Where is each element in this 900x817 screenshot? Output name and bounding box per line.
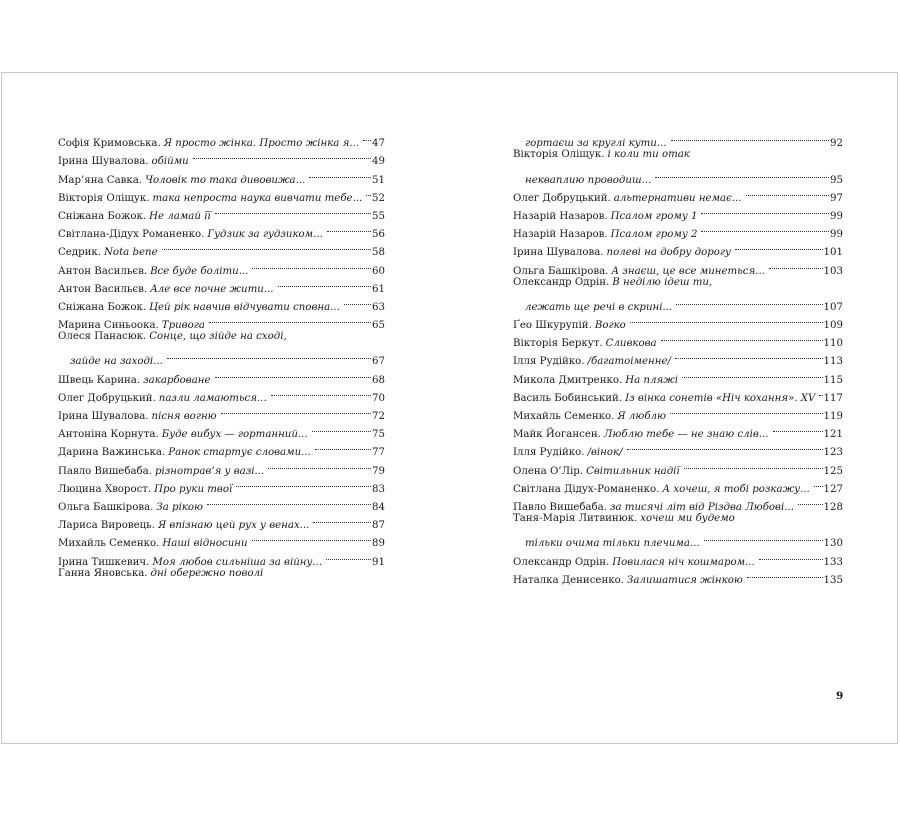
- toc-page: 101: [823, 247, 843, 259]
- toc-page: 65: [372, 320, 385, 332]
- toc-author: Олег Добруцький.: [513, 192, 611, 204]
- toc-title: А хочеш, я тобі розкажу...: [662, 483, 810, 495]
- toc-page: 130: [823, 538, 843, 550]
- toc-entry: [513, 292, 843, 313]
- toc-author: Ілля Рудійко.: [513, 447, 585, 459]
- toc-page: 70: [372, 392, 385, 404]
- toc-author: Люцина Хворост.: [58, 483, 152, 495]
- toc-title: Моя любов сильніша за війну...: [152, 556, 323, 568]
- toc-leader-dots: [236, 474, 371, 492]
- toc-author: Седрик.: [58, 247, 102, 259]
- toc-author: Мар’яна Савка.: [58, 174, 143, 186]
- toc-page: 58: [372, 247, 385, 259]
- toc-author: Ґео Шкурупій.: [513, 320, 592, 332]
- toc-title: Не ламай її: [149, 210, 211, 222]
- toc-title: закарбоване: [143, 374, 211, 386]
- toc-title: Все буде боліти...: [150, 265, 249, 277]
- toc-page: 117: [823, 392, 843, 404]
- toc-leader-dots: [366, 183, 371, 201]
- toc-page: 52: [372, 192, 385, 204]
- toc-author: Світлана Дідух-Романенко.: [513, 483, 660, 495]
- toc-title: /багатоіменне/: [587, 356, 671, 368]
- toc-page: 56: [372, 229, 385, 241]
- toc-page: 99: [830, 229, 843, 241]
- toc-title: Наші відносини: [162, 538, 248, 550]
- toc-page: 123: [823, 447, 843, 459]
- toc-author: Ганна Яновська.: [58, 567, 148, 579]
- toc-leader-dots: [746, 183, 830, 201]
- toc-author: Таня-Марія Литвинюк.: [513, 512, 638, 524]
- toc-page: 55: [372, 210, 385, 222]
- toc-page: 72: [372, 411, 385, 422]
- toc-page: 77: [372, 447, 385, 459]
- toc-leader-dots: [207, 492, 371, 510]
- toc-leader-dots: [759, 546, 823, 564]
- toc-leader-dots: [701, 201, 829, 219]
- toc-title: За рікою: [156, 501, 204, 513]
- toc-author: Олеся Панасюк.: [58, 331, 147, 343]
- toc-author: Світлана-Дідух Романенко.: [58, 229, 205, 241]
- toc-leader-dots: [209, 310, 371, 328]
- toc-title: Я просто жінка. Просто жінка я...: [163, 138, 360, 150]
- toc-title: пазли ламаються...: [158, 392, 267, 404]
- toc-leader-dots: [215, 201, 371, 219]
- toc-leader-dots: [271, 383, 371, 401]
- toc-page: 61: [372, 283, 385, 295]
- page-number: 9: [836, 690, 844, 702]
- toc-author: Вікторія Беркут.: [513, 338, 603, 350]
- toc-entry: [58, 128, 385, 150]
- toc-leader-dots: [252, 528, 371, 546]
- toc-entry: [58, 565, 385, 583]
- toc-leader-dots: [676, 292, 822, 310]
- toc-author: Ольга Башкірова.: [58, 501, 154, 513]
- toc-title: Сонце, що зійде на сході,: [149, 331, 287, 343]
- toc-author: Ілля Рудійко.: [513, 356, 585, 368]
- toc-title: полеві на добру дорогу: [606, 247, 731, 259]
- toc-author: Михайль Семенко.: [513, 411, 615, 422]
- toc-author: Олександр Одрін.: [513, 276, 610, 288]
- toc-author: Швець Карина.: [58, 374, 141, 386]
- toc-author: Павло Вишебаба.: [513, 501, 607, 513]
- toc-author: Антон Васильєв.: [58, 265, 148, 277]
- toc-page: 49: [372, 156, 385, 168]
- toc-entry: [513, 274, 843, 292]
- toc-leader-dots: [215, 364, 372, 382]
- toc-entry: [58, 328, 385, 346]
- toc-leader-dots: [252, 255, 371, 273]
- toc-title: Чоловік то така дивовижа...: [145, 174, 306, 186]
- toc-page: 128: [823, 501, 843, 513]
- toc-author: Назарій Назаров.: [513, 229, 608, 241]
- toc-author: Сніжана Божок.: [58, 301, 147, 313]
- toc-page: 75: [372, 429, 385, 441]
- toc-author: Вікторія Оліщук.: [513, 149, 605, 161]
- toc-author: Олена О’Лір.: [513, 465, 584, 477]
- toc-author: Софія Кримовська.: [58, 138, 161, 150]
- toc-author: Лариса Вировець.: [58, 520, 155, 532]
- toc-author: Ірина Шувалова.: [58, 411, 149, 422]
- toc-page: 67: [372, 356, 385, 368]
- toc-entry: [513, 146, 843, 164]
- toc-leader-dots: [344, 292, 371, 310]
- toc-leader-dots: [684, 455, 823, 473]
- toc-page: 60: [372, 265, 385, 277]
- toc-page: 84: [372, 501, 385, 513]
- toc-title: хочеш ми будемо: [640, 512, 735, 524]
- toc-leader-dots: [655, 164, 829, 182]
- toc-title: Залишатися жінкою: [626, 574, 743, 586]
- toc-page: 91: [372, 556, 385, 568]
- toc-leader-dots: [769, 255, 823, 273]
- toc-page: 135: [823, 574, 843, 586]
- toc-page: 47: [372, 138, 385, 150]
- toc-title: Цей рік навчив відчувати сповна...: [149, 301, 340, 313]
- toc-leader-dots: [670, 401, 823, 419]
- toc-title: Гудзик за гудзиком...: [207, 229, 323, 241]
- toc-title: Ранок стартує словами...: [168, 447, 311, 459]
- toc-page: 109: [823, 320, 843, 332]
- toc-leader-dots: [313, 510, 371, 528]
- toc-leader-dots: [326, 546, 371, 564]
- toc-page: 92: [830, 138, 843, 150]
- toc-page: 83: [372, 483, 385, 495]
- toc-title: В неділю ідеш ти,: [612, 276, 713, 288]
- toc-page: 63: [372, 301, 385, 313]
- toc-page: 95: [830, 174, 843, 186]
- toc-page: 121: [823, 429, 843, 441]
- toc-title: дні обережно поволі: [150, 567, 264, 579]
- toc-title: /вінок/: [587, 447, 623, 459]
- toc-author: Микола Дмитренко.: [513, 374, 623, 386]
- toc-leader-dots: [661, 328, 823, 346]
- toc-author: Павло Вишебаба.: [58, 465, 152, 477]
- toc-page: 115: [823, 374, 843, 386]
- toc-title: лежать ще речі в скрині...: [525, 301, 673, 313]
- toc-title: пісня вогню: [151, 411, 217, 422]
- toc-title: обійми: [151, 156, 189, 168]
- toc-author: Сніжана Божок.: [58, 210, 147, 222]
- toc-page: 127: [823, 483, 843, 495]
- toc-leader-dots: [682, 364, 823, 382]
- toc-author: Олександр Одрін.: [513, 556, 610, 568]
- toc-page: 125: [823, 465, 843, 477]
- toc-author: Ірина Тишкевич.: [58, 556, 150, 568]
- toc-title: гортаєш за круглі кути...: [525, 138, 667, 150]
- toc-entry: [513, 164, 843, 186]
- toc-leader-dots: [268, 455, 371, 473]
- toc-title: Я впізнаю цей рух у венах...: [157, 520, 310, 532]
- toc-title: Псалом грому 2: [610, 229, 698, 241]
- toc-leader-dots: [309, 164, 371, 182]
- toc-page: 113: [823, 356, 843, 368]
- toc-author: Назарій Назаров.: [513, 210, 608, 222]
- toc-title: Із вінка сонетів «Ніч кохання». XV: [625, 392, 816, 404]
- toc-author: Майк Йогансен.: [513, 429, 601, 441]
- toc-leader-dots: [167, 346, 371, 364]
- toc-leader-dots: [278, 274, 372, 292]
- toc-title: Сливкова: [605, 338, 657, 350]
- toc-leader-dots: [162, 237, 371, 255]
- toc-leader-dots: [773, 419, 823, 437]
- toc-author: Ольга Башкірова.: [513, 265, 609, 277]
- toc-author: Ірина Шувалова.: [58, 156, 149, 168]
- toc-title: Тривога: [161, 320, 205, 332]
- toc-page: 103: [823, 265, 843, 277]
- toc-leader-dots: [630, 310, 823, 328]
- toc-leader-dots: [675, 346, 823, 364]
- toc-page: 97: [830, 192, 843, 204]
- toc-leader-dots: [704, 528, 823, 546]
- toc-title: Псалом грому 1: [610, 210, 698, 222]
- toc-page: 107: [823, 301, 843, 313]
- toc-page: 99: [830, 210, 843, 222]
- toc-leader-dots: [814, 474, 823, 492]
- toc-leader-dots: [819, 383, 822, 401]
- toc-leader-dots: [221, 401, 371, 419]
- toc-author: Василь Бобинський.: [513, 392, 623, 404]
- toc-title: зайде на заході...: [70, 356, 163, 368]
- toc-author: Олег Добруцький.: [58, 392, 156, 404]
- toc-author: Наталка Денисенко.: [513, 574, 624, 586]
- toc-author: Антон Васильєв.: [58, 283, 148, 295]
- toc-title: Nota bene: [104, 247, 158, 259]
- toc-title: тільки очима тільки плечима...: [525, 538, 700, 550]
- toc-leader-dots: [671, 128, 829, 146]
- toc-title: Буде вибух — гортанний...: [161, 429, 308, 441]
- toc-leader-dots: [798, 492, 823, 510]
- toc-entry: [58, 346, 385, 368]
- toc-title: некваплию проводиш...: [525, 174, 652, 186]
- toc-leader-dots: [315, 437, 371, 455]
- toc-leader-dots: [701, 219, 829, 237]
- toc-leader-dots: [747, 565, 823, 583]
- toc-title: Світильник надії: [586, 465, 680, 477]
- toc-page: 79: [372, 465, 385, 477]
- toc-title: Люблю тебе — не знаю слів...: [603, 429, 769, 441]
- toc-leader-dots: [363, 128, 371, 146]
- toc-entry: [513, 528, 843, 550]
- toc-title: Я люблю: [617, 411, 667, 422]
- toc-page: 110: [823, 338, 843, 350]
- toc-author: Марина Синьоока.: [58, 320, 159, 332]
- toc-title: Про руки твої: [154, 483, 233, 495]
- toc-title: Але все почне жити...: [150, 283, 274, 295]
- toc-page: 133: [823, 556, 843, 568]
- toc-page: 87: [372, 520, 385, 532]
- toc-left-column: [58, 128, 385, 583]
- toc-title: така непроста наука вивчати тебе...: [152, 192, 363, 204]
- toc-page: 68: [372, 374, 385, 386]
- toc-title: і коли ти отак: [607, 149, 690, 161]
- toc-leader-dots: [312, 419, 371, 437]
- toc-title: На пляжі: [625, 374, 679, 386]
- toc-title: альтернативи немає...: [613, 192, 742, 204]
- toc-author: Ірина Шувалова.: [513, 247, 604, 259]
- toc-page: 51: [372, 174, 385, 186]
- toc-right-column: [513, 128, 843, 586]
- toc-leader-dots: [627, 437, 823, 455]
- toc-leader-dots: [735, 237, 823, 255]
- toc-entry: [513, 128, 843, 150]
- toc-title: Повилася ніч кошмаром...: [612, 556, 755, 568]
- toc-leader-dots: [193, 146, 371, 164]
- toc-title: А знаєш, це все минеться...: [611, 265, 765, 277]
- toc-page: 89: [372, 538, 385, 550]
- toc-author: Антоніна Корнута.: [58, 429, 159, 441]
- toc-author: Вікторія Оліщук.: [58, 192, 150, 204]
- toc-author: Михайль Семенко.: [58, 538, 160, 550]
- toc-page: 119: [823, 411, 843, 422]
- toc-title: Вогко: [594, 320, 626, 332]
- toc-author: Дарина Важинська.: [58, 447, 166, 459]
- toc-title: за тисячі літ від Різдва Любові...: [609, 501, 794, 513]
- toc-leader-dots: [327, 219, 371, 237]
- toc-title: різнотрав’я у вазі...: [154, 465, 265, 477]
